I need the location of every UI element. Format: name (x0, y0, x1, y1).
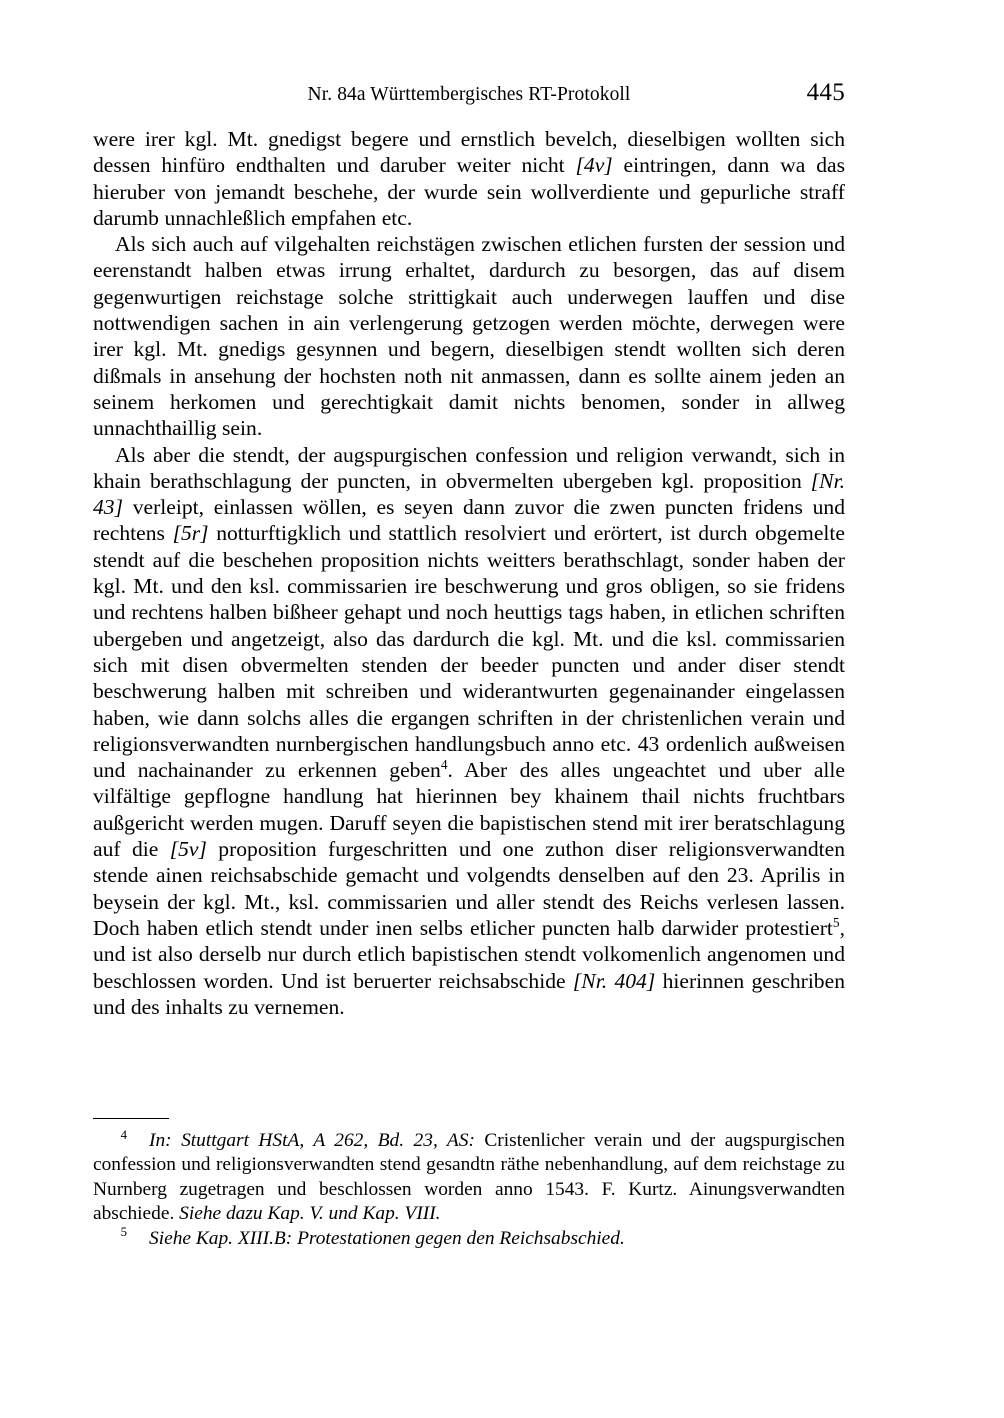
paragraph-text-run: notturftigklich und stattlich resolviert und erörtert, ist durch obgemelte stendt auf die beschehen proposition nichts weitters berathschlagt, sonder haben der kgl. Mt. und den ksl. commissarien ire beschwerung und gros obligen, so sie fridens und rechtens halben bißheer gehapt und noch heuttigs tags haben, in etlichen schriften ubergeben und angetzeigt, also das dardurch die kgl. Mt. und die ksl. commissarien sich mit disen obvermelten stenden der beeder puncten und ander diser stendt beschwerung halben mit schreiben und widerantwurten gegenainander eingelassen haben, wie dann solchs alles die ergangen schriften in der christenlichen verain und religionsverwandten nurnbergischen handlungsbuch anno etc. 43 ordenlich außweisen und nachainander zu erkennen geben (93, 521, 845, 783)
paragraph-italic-run: [5r] (172, 521, 209, 546)
paragraph-text-run: Als sich auch auf vilgehalten reichstägen zwischen etlichen fursten der session und eerenstandt halben etwas irrung erhaltet, dardurch zu besorgen, das auf disem gegenwurtigen reichstage solche strittigkait auch underwegen lauffen und dise nottwendigen sachen in ain verlengerung getzogen werden möchte, derwegen were irer kgl. Mt. gnedigs gesynnen und begern, dieselbigen stendt wollten sich deren dißmals in ansehung der hochsten noth nit anmassen, dann es sollte ainem jeden an seinem herkomen und gerechtigkait damit nichts benomen, sonder in allweg unnachthaillig sein. (93, 232, 845, 441)
running-head-title: Nr. 84a Württembergisches RT-Protokoll (307, 84, 631, 105)
footnote-separator-rule (93, 1118, 169, 1119)
footnote-reference-5[interactable]: 5 (832, 914, 840, 930)
footnote-text-run: Cristenlicher verain und der augspurgischen confession und religionsverwandten stend gesandtn räthe nebenhandlung, auf dem reichstage zu Nurnberg zugetragen und beschlossen worden anno 1543. F. Kurtz. Ainungsverwandten abschiede. (93, 1130, 845, 1225)
body-paragraph (93, 231, 845, 441)
running-head (93, 79, 845, 110)
body-paragraph (93, 126, 845, 231)
paragraph-text-run: eintringen, dann wa das hieruber von jemandt beschehe, der wurde sein wollverdiente und gepurliche straff darumb unnachleßlich empfahen etc. (93, 153, 845, 230)
footnote-reference-4[interactable]: 4 (440, 756, 448, 772)
paragraph-italic-run: [Nr. 43] (93, 468, 845, 520)
body-text-block (93, 126, 845, 1020)
footnote-italic-run: In: Stuttgart HStA, A 262, Bd. 23, AS: (149, 1130, 475, 1151)
paragraph-italic-run: [4v] (575, 153, 613, 178)
footnote-italic-run: Siehe dazu Kap. V. und Kap. VIII. (179, 1203, 441, 1225)
page-number: 445 (806, 79, 845, 106)
paragraph-text-run: proposition furgeschritten und one zuthon diser religionsverwandten stende ainen reichsabschide gemacht und volgendts denselben auf den 23. Aprilis in beysein der kgl. Mt., ksl. commissarien und aller stendt des Reichs verlesen lassen. Doch haben etlich stendt under inen selbs etlicher puncten halb darwider protestiert (93, 837, 846, 940)
paragraph-text-run: . Aber des alles ungeachtet und uber alle vilfältige gepflogne handlung hat hierinnen bey khainem thail nichts fruchtbars außgericht werden mugen. Daruff seyen die bapistischen stend mit irer beratschlagung auf die (93, 758, 845, 862)
paragraph-text-run: Als aber die stendt, der augspurgischen confession und religion verwandt, sich in khain berathschlagung der puncten, in obvermelten ubergeben kgl. proposition (93, 442, 845, 493)
footnote-italic-run: Siehe Kap. XIII.B: Protestationen gegen den Reichsabschied. (149, 1227, 625, 1249)
paragraph-text-run: were irer kgl. Mt. gnedigst begere und ernstlich bevelch, dieselbigen wollten sich dessen hinfüro endthalten und daruber weiter nicht (93, 127, 845, 178)
body-paragraph (93, 442, 845, 1021)
paragraph-italic-run: [Nr. 404] (572, 968, 656, 993)
paragraph-text-run: verleipt, einlassen wöllen, es seyen dann zuvor die zwen puncten fridens und rechtens (93, 495, 845, 546)
paragraph-text-run: , und ist also derselb nur durch etlich bapistischen stendt volkomenlich angenomen und beschlossen worden. Und ist beruerter reichsabschide (93, 915, 845, 993)
footnote-entry: 5 Siehe Kap. XIII.B: Protestationen gegen den Reichsabschied. (120, 1225, 625, 1249)
footnote-entry: 4 In: Stuttgart HStA, A 262, Bd. 23, AS: Cristenlicher verain und der augspurgischen confession und religionsverwandten stend gesandtn räthe nebenhandlung, auf dem reichstage zu Nurnberg zugetragen und beschlossen worden anno 1543. F. Kurtz. Ainungsverwandten abschiede. Siehe dazu Kap. V. und Kap. VIII. (93, 1127, 845, 1225)
footnote-list (93, 1129, 845, 1251)
footnote-section (93, 1118, 845, 1251)
paragraph-text-run: hierinnen geschriben und des inhalts zu vernemen. (93, 968, 845, 1019)
paragraph-italic-run: [5v] (169, 837, 207, 862)
